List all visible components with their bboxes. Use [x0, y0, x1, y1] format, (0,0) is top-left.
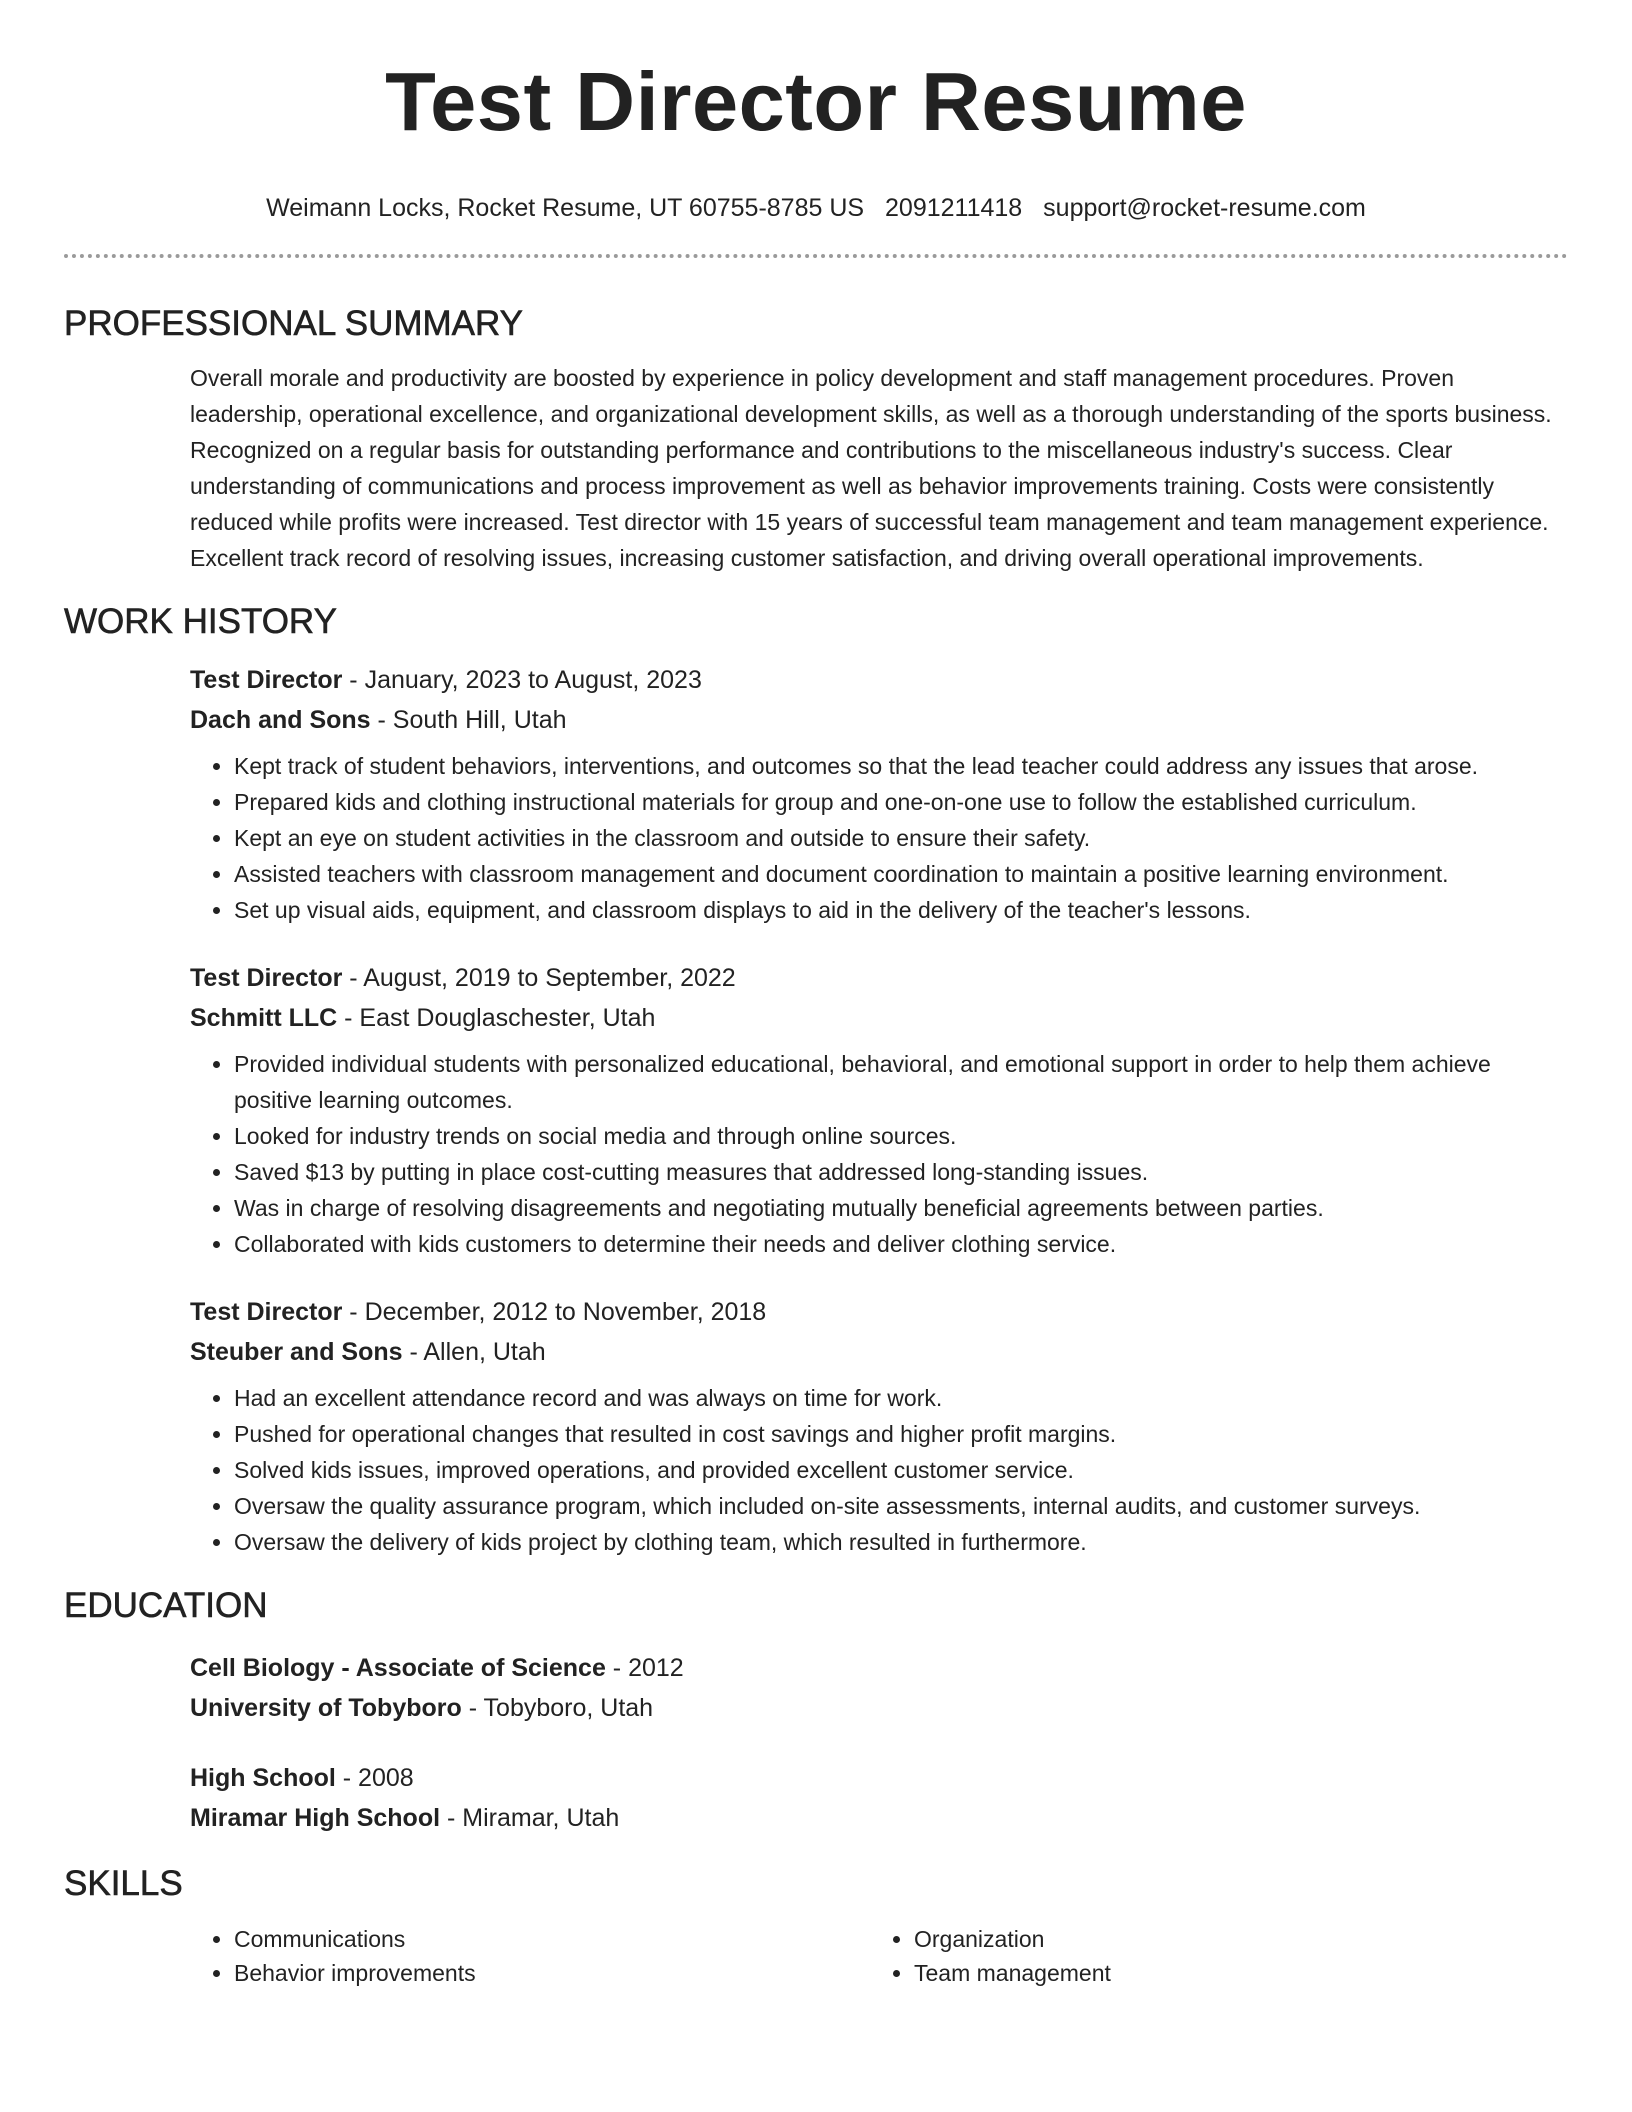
job-title-line	[190, 1292, 1568, 1332]
education-section	[64, 1648, 1568, 1838]
school-location: - Miramar, Utah	[440, 1804, 620, 1832]
summary-heading: PROFESSIONAL SUMMARY	[64, 304, 523, 343]
contact-email[interactable]: support@rocket-resume.com	[1043, 194, 1366, 222]
job-title-line	[190, 660, 1568, 700]
resume-title: Test Director Resume	[385, 55, 1247, 148]
job-duties-list	[190, 1380, 1568, 1560]
contact-line	[64, 192, 1568, 224]
list-item: • Had an excellent attendance record and was always on time for work.	[234, 1380, 1568, 1416]
list-item: • Set up visual aids, equipment, and classroom displays to aid in the delivery of the teacher's lessons.	[234, 892, 1568, 928]
work-history-heading: WORK HISTORY	[64, 602, 337, 641]
job-entry	[190, 1292, 1568, 1560]
job-title: Test Director	[190, 666, 343, 694]
degree-line	[190, 1758, 1568, 1798]
job-title: Test Director	[190, 1298, 343, 1326]
summary-text: Overall morale and productivity are boosted by experience in policy development and staff management procedures. Proven leadership, operational excellence, and organizational development skills, as well as a thorough understanding of the sports business. Recognized on a regular basis for outstanding performance and contributions to the miscellaneous industry's success. Clear understanding of communications and process improvement as well as behavior improvements training. Costs were consistently reduced while profits were increased. Test director with 15 years of successful team management and team management experience. Excellent track record of resolving issues, increasing customer satisfaction, and driving overall operational improvements.	[190, 365, 1552, 571]
list-item: • Assisted teachers with classroom management and document coordination to maintain a positive learning environment.	[234, 856, 1568, 892]
job-location: - Allen, Utah	[402, 1338, 546, 1366]
skill-item: • Behavior improvements	[234, 1956, 870, 1990]
header-divider	[64, 254, 1568, 258]
degree: High School	[190, 1764, 336, 1792]
job-dates: - December, 2012 to November, 2018	[342, 1298, 767, 1326]
list-item: • Prepared kids and clothing instructional materials for group and one-on-one use to follow the established curriculum.	[234, 784, 1568, 820]
education-entry	[190, 1648, 1568, 1728]
skills-list	[190, 1922, 870, 1990]
job-title: Test Director	[190, 964, 343, 992]
list-item: • Provided individual students with personalized educational, behavioral, and emotional support in order to help them achieve positive learning outcomes.	[234, 1046, 1568, 1118]
job-entry	[190, 660, 1568, 928]
skills-column-left	[190, 1922, 870, 1990]
skill-item: • Communications	[234, 1922, 870, 1956]
job-entry	[190, 958, 1568, 1262]
skills-columns	[190, 1922, 1568, 1990]
education-entry	[190, 1758, 1568, 1838]
skills-column-right	[870, 1922, 1550, 1990]
skills-section	[64, 1922, 1568, 1990]
job-company: Steuber and Sons	[190, 1338, 403, 1366]
school-location: - Tobyboro, Utah	[461, 1694, 654, 1722]
job-company: Schmitt LLC	[190, 1004, 338, 1032]
school-name: University of Tobyboro	[190, 1694, 462, 1722]
job-duties-list	[190, 1046, 1568, 1262]
job-dates: - August, 2019 to September, 2022	[342, 964, 736, 992]
skill-item: • Organization	[914, 1922, 1550, 1956]
job-company-line	[190, 700, 1568, 740]
school-line	[190, 1688, 1568, 1728]
list-item: • Oversaw the delivery of kids project by clothing team, which resulted in furthermore.	[234, 1524, 1568, 1560]
list-item: • Was in charge of resolving disagreements and negotiating mutually beneficial agreements between parties.	[234, 1190, 1568, 1226]
job-company-line	[190, 1332, 1568, 1372]
degree: Cell Biology - Associate of Science	[190, 1654, 606, 1682]
list-item: • Collaborated with kids customers to determine their needs and deliver clothing service.	[234, 1226, 1568, 1262]
degree-line	[190, 1648, 1568, 1688]
skills-list	[870, 1922, 1550, 1990]
job-location: - South Hill, Utah	[370, 706, 567, 734]
list-item: • Pushed for operational changes that resulted in cost savings and higher profit margins.	[234, 1416, 1568, 1452]
job-duties-list	[190, 748, 1568, 928]
skills-heading: SKILLS	[64, 1864, 183, 1903]
job-company-line	[190, 998, 1568, 1038]
job-company: Dach and Sons	[190, 706, 371, 734]
job-location: - East Douglaschester, Utah	[337, 1004, 656, 1032]
contact-phone[interactable]: 2091211418	[885, 194, 1023, 222]
education-heading: EDUCATION	[64, 1586, 268, 1625]
list-item: • Looked for industry trends on social media and through online sources.	[234, 1118, 1568, 1154]
list-item: • Saved $13 by putting in place cost-cutting measures that addressed long-standing issues.	[234, 1154, 1568, 1190]
job-title-line	[190, 958, 1568, 998]
school-line	[190, 1798, 1568, 1838]
list-item: • Kept an eye on student activities in the classroom and outside to ensure their safety.	[234, 820, 1568, 856]
job-dates: - January, 2023 to August, 2023	[342, 666, 702, 694]
list-item: • Oversaw the quality assurance program, which included on-site assessments, internal audits, and customer surveys.	[234, 1488, 1568, 1524]
list-item: • Solved kids issues, improved operations, and provided excellent customer service.	[234, 1452, 1568, 1488]
skill-item: • Team management	[914, 1956, 1550, 1990]
graduation-year: - 2012	[605, 1654, 684, 1682]
school-name: Miramar High School	[190, 1804, 441, 1832]
work-history-section	[64, 660, 1568, 1560]
graduation-year: - 2008	[335, 1764, 414, 1792]
contact-address: Weimann Locks, Rocket Resume, UT 60755-8785 US	[266, 194, 865, 222]
list-item: • Kept track of student behaviors, interventions, and outcomes so that the lead teacher could address any issues that arose.	[234, 748, 1568, 784]
summary-section	[64, 360, 1568, 576]
